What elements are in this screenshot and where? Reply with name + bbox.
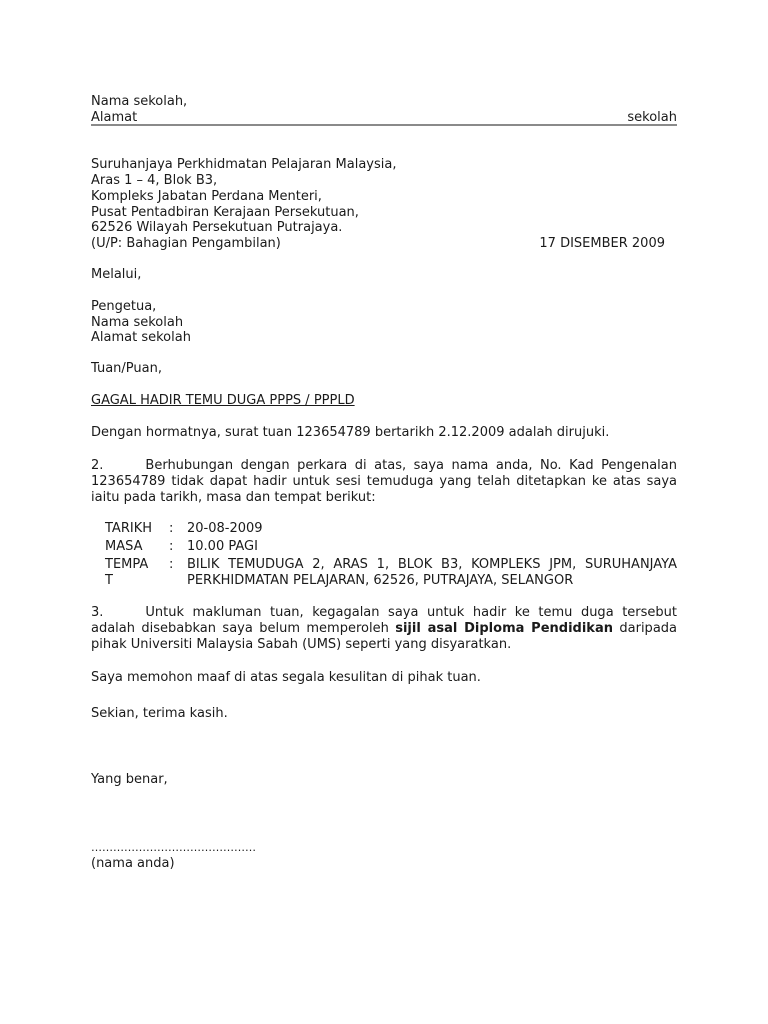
via-line-3: Alamat sekolah [91, 330, 191, 345]
paragraph-2 [91, 458, 677, 506]
recipient-line-6: (U/P: Bahagian Pengambilan) [91, 236, 281, 251]
subject-heading: GAGAL HADIR TEMU DUGA PPPS / PPPLD [91, 393, 355, 408]
paragraph-3-text-after: daripada pihak Universiti Malaysia Sabah (UMS) seperti yang disyaratkan. [91, 621, 677, 652]
paragraph-3-bold: sijil asal Diploma Pendidikan [395, 621, 613, 636]
paragraph-3-text-before: Untuk makluman tuan, kegagalan saya untuk hadir ke temu duga tersebut adalah disebabkan saya belum memperoleh [91, 605, 677, 636]
via-line-2: Nama sekolah [91, 315, 184, 330]
recipient-line-1: Suruhanjaya Perkhidmatan Pelajaran Malaysia, [91, 157, 397, 172]
recipient-line-3: Kompleks Jabatan Perdana Menteri, [91, 189, 322, 204]
sender-address-label: Alamat [91, 110, 138, 125]
via-line-1: Pengetua, [91, 299, 157, 314]
closing-yours: Yang benar, [91, 772, 168, 787]
sender-school-name: Nama sekolah, [91, 94, 188, 109]
detail-colon: : [169, 539, 174, 554]
sender-address-right: sekolah [627, 110, 677, 125]
paragraph-2-number: 2. [91, 458, 104, 473]
closing-thanks: Sekian, terima kasih. [91, 706, 228, 721]
detail-colon: : [169, 521, 174, 536]
recipient-line-2: Aras 1 – 4, Blok B3, [91, 173, 218, 188]
detail-colon: : [169, 557, 174, 572]
detail-key-place-2: T [105, 573, 113, 588]
letter-date: 17 DISEMBER 2009 [539, 236, 665, 251]
detail-value-place: BILIK TEMUDUGA 2, ARAS 1, BLOK B3, KOMPLEKS JPM, SURUHANJAYA PERKHIDMATAN PELAJARAN, 62526, PUTRAJAYA, SELANGOR [187, 557, 677, 588]
detail-value-date: 20-08-2009 [187, 521, 263, 536]
paragraph-1: Dengan hormatnya, surat tuan 123654789 bertarikh 2.12.2009 adalah dirujuki. [91, 425, 610, 440]
paragraph-3 [91, 605, 677, 653]
signature-line: ……………………………………… [91, 841, 256, 854]
header-divider [91, 124, 677, 126]
paragraph-4: Saya memohon maaf di atas segala kesulitan di pihak tuan. [91, 670, 481, 685]
detail-key-date: TARIKH [105, 521, 152, 536]
detail-key-time: MASA [105, 539, 143, 554]
signature-name: (nama anda) [91, 856, 175, 871]
recipient-line-5: 62526 Wilayah Persekutuan Putrajaya. [91, 220, 343, 235]
recipient-line-4: Pusat Pentadbiran Kerajaan Persekutuan, [91, 205, 359, 220]
paragraph-2-text: Berhubungan dengan perkara di atas, saya nama anda, No. Kad Pengenalan 123654789 tidak dapat hadir untuk sesi temuduga yang telah ditetapkan ke atas saya iaitu pada tarikh, masa dan tempat berikut: [91, 458, 677, 505]
salutation: Tuan/Puan, [91, 361, 162, 376]
via-label: Melalui, [91, 267, 142, 282]
detail-value-time: 10.00 PAGI [187, 539, 258, 554]
paragraph-3-number: 3. [91, 605, 104, 620]
detail-key-place-1: TEMPA [105, 557, 149, 572]
